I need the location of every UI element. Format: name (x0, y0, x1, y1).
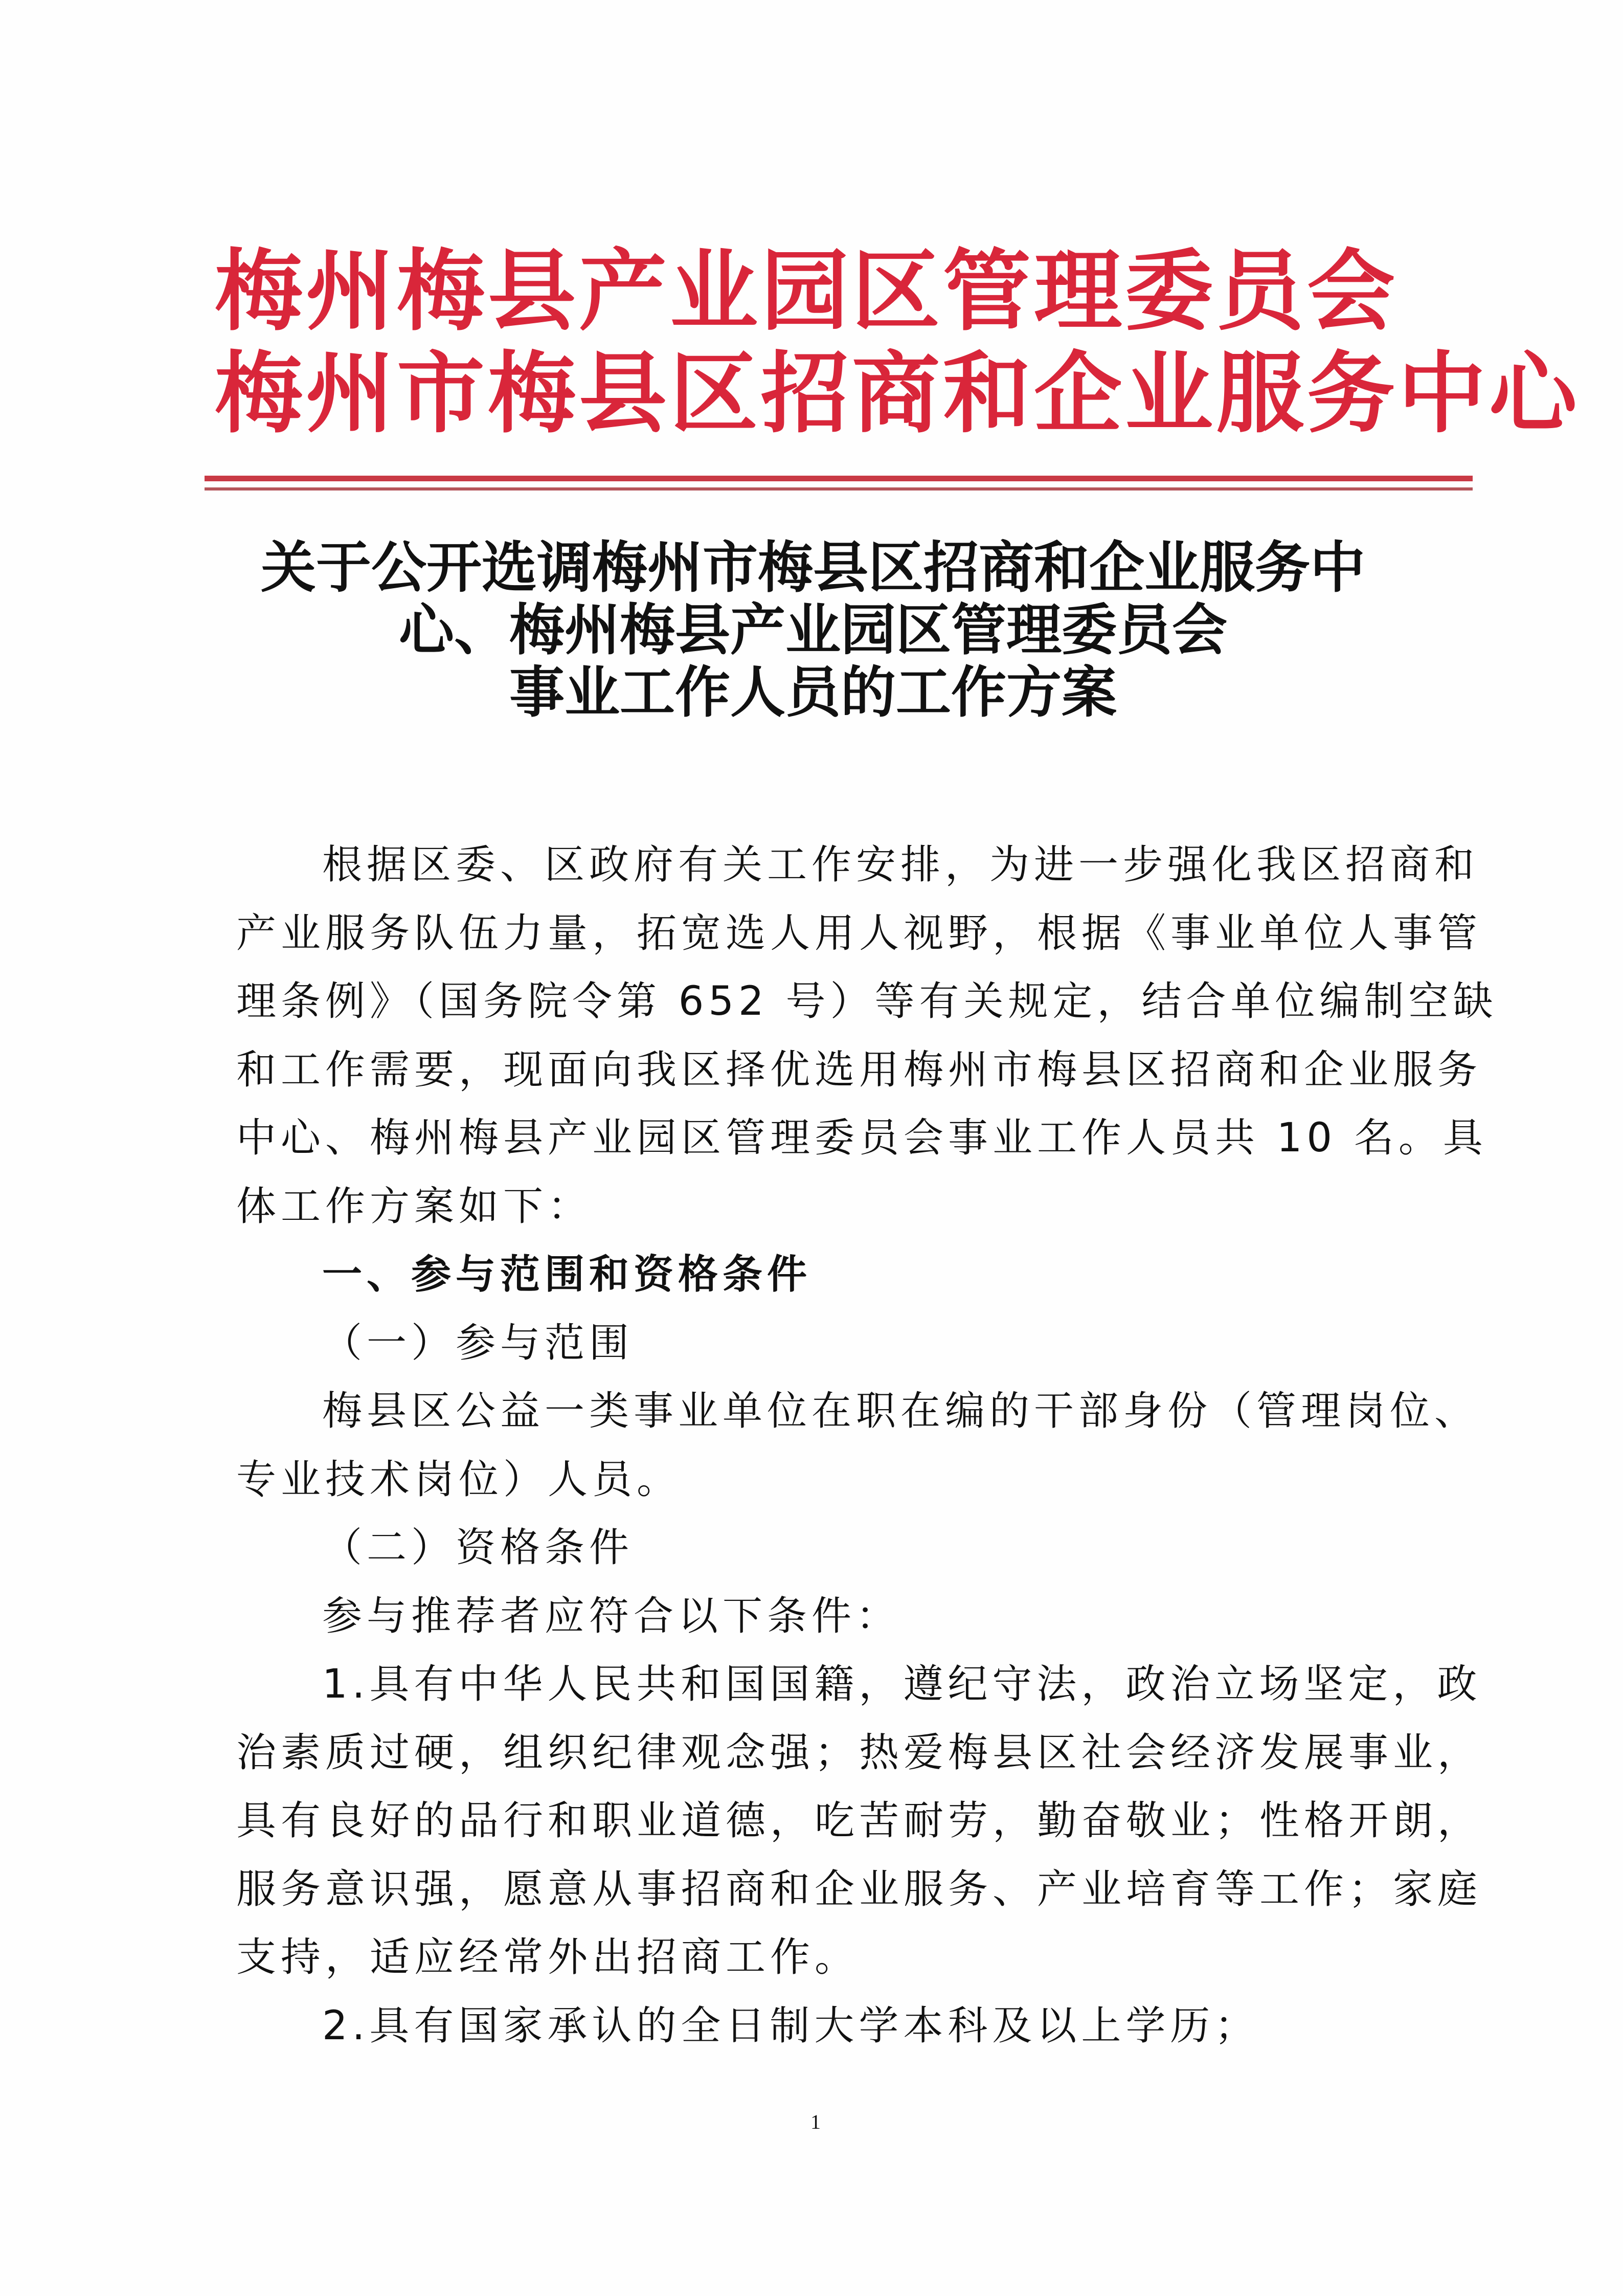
conditions-intro: 参与推荐者应符合以下条件： (322, 1593, 901, 1639)
page-number: 1 (810, 2110, 821, 2133)
red-letterhead (215, 240, 1580, 445)
condition-1-line: 支持，适应经常外出招商工作。 (236, 1934, 860, 1980)
paragraph-intro-line: 理条例》（国务院令第 652 号）等有关规定，结合单位编制空缺 (236, 978, 1498, 1024)
paragraph-intro-line: 和工作需要，现面向我区择优选用梅州市梅县区招商和企业服务 (236, 1046, 1482, 1093)
condition-2-line: 2.具有国家承认的全日制大学本科及以上学历； (322, 2002, 1259, 2049)
section-heading-1: 一、参与范围和资格条件 (322, 1252, 812, 1298)
paragraph-intro-line: 产业服务队伍力量，拓宽选人用人视野，根据《事业单位人事管 (236, 910, 1482, 956)
red-divider-thin (205, 487, 1473, 491)
paragraph-intro-line: 根据区委、区政府有关工作安排，为进一步强化我区招商和 (322, 842, 1479, 888)
paragraph-intro-line: 体工作方案如下： (236, 1183, 593, 1230)
document-title (215, 537, 1411, 724)
condition-1-line: 治素质过硬，组织纪律观念强；热爱梅县区社会经济发展事业， (236, 1729, 1482, 1776)
title-line-1: 关于公开选调梅州市梅县区招商和企业服务中 (260, 536, 1365, 600)
condition-1-line: 具有良好的品行和职业道德，吃苦耐劳，勤奋敬业；性格开朗， (236, 1798, 1482, 1844)
condition-1-line: 服务意识强，愿意从事招商和企业服务、产业培育等工作；家庭 (236, 1866, 1482, 1912)
scope-paragraph-line: 专业技术岗位）人员。 (236, 1456, 682, 1503)
letterhead-line-2: 梅州市梅县区招商和企业服务中心 (215, 342, 1580, 445)
subsection-heading-2: （二）资格条件 (322, 1525, 634, 1571)
scope-paragraph-line: 梅县区公益一类事业单位在职在编的干部身份（管理岗位、 (322, 1388, 1479, 1434)
title-line-3: 事业工作人员的工作方案 (509, 661, 1117, 725)
condition-1-line: 1.具有中华人民共和国国籍，遵纪守法，政治立场坚定，政 (322, 1661, 1482, 1707)
letterhead-line-1: 梅州梅县产业园区管理委员会 (215, 240, 1398, 343)
title-line-2: 心、梅州梅县产业园区管理委员会 (398, 598, 1227, 662)
red-divider-thick (205, 476, 1473, 481)
subsection-heading-1: （一）参与范围 (322, 1320, 634, 1366)
document-body (236, 831, 1498, 2060)
paragraph-intro-line: 中心、梅州梅县产业园区管理委员会事业工作人员共 10 名。具 (236, 1115, 1487, 1161)
